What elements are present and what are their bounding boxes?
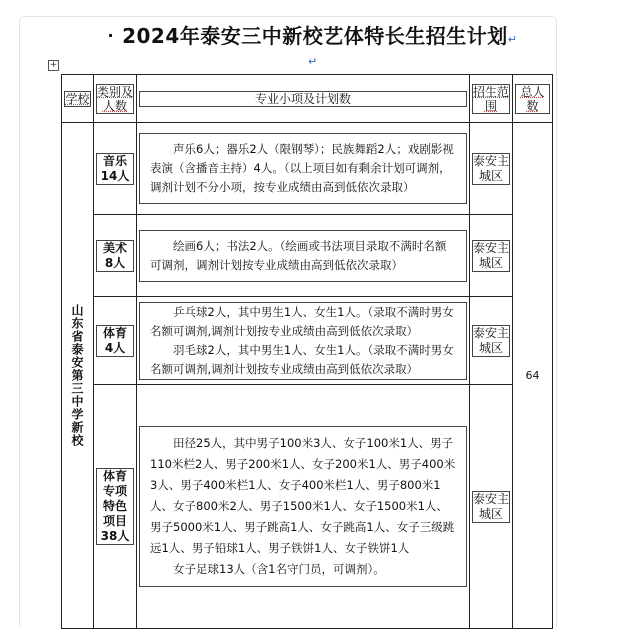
range-cell: 泰安主城区 [470, 297, 513, 385]
range-cell: 泰安主城区 [470, 215, 513, 297]
header-range: 招生范围 [470, 75, 513, 123]
detail-cell: 绘画6人；书法2人。（绘画或书法项目录取不满时名额可调剂，调剂计划按专业成绩由高到低依次录取） [137, 215, 470, 297]
detail-cell: 田径25人，其中男子100米3人、女子100米1人、男子110米栏2人、男子200米1人、女子200米1人、男子400米3人、男子400米栏1人、女子400米栏1人、男子800米1人、女子800米2人、男子1500米1人、女子1500米1人、男子5000米1人、男子跳高1人、女子跳高1人、女子三级跳远1人、男子铅球1人、男子铁饼1人、女子铁饼1人 女子足球13人（含1名守门员，可调剂）。 [137, 385, 470, 629]
title-text: 2024年泰安三中新校艺体特长生招生计划 [122, 24, 508, 48]
total-cell: 64 [513, 123, 553, 629]
range-cell: 泰安主城区 [470, 385, 513, 629]
table-row [62, 385, 553, 629]
header-total: 总人数 [513, 75, 553, 123]
detail-cell: 乒乓球2人，其中男生1人、女生1人。（录取不满时男女名额可调剂,调剂计划按专业成绩由高到低依次录取） 羽毛球2人，其中男生1人、女生1人。（录取不满时男女名额可调剂,调剂计划按专业成绩由高到低依次录取） [137, 297, 470, 385]
table-row [62, 297, 553, 385]
category-cell: 体育 4人 [94, 297, 137, 385]
table-row [62, 123, 553, 215]
category-cell: 体育专项特色项目 38人 [94, 385, 137, 629]
title-bullet: · [107, 26, 115, 45]
category-cell: 音乐 14人 [94, 123, 137, 215]
detail-cell: 声乐6人；器乐2人（限钢琴）；民族舞蹈2人；戏剧影视表演（含播音主持）4人。（以上项目如有剩余计划可调剂，调剂计划不分小项，按专业成绩由高到低依次录取） [137, 123, 470, 215]
table-move-handle-icon[interactable]: + [49, 60, 58, 70]
category-cell: 美术 8人 [94, 215, 137, 297]
range-cell: 泰安主城区 [470, 123, 513, 215]
header-school: 学校 [62, 75, 94, 123]
enrollment-table [61, 74, 553, 629]
school-cell: 山东省泰安第三中学新校 [62, 123, 94, 629]
paragraph-mark-icon: ↵ [507, 33, 518, 46]
paragraph-mark-icon: ↵ [308, 55, 318, 68]
header-row [62, 75, 553, 123]
header-details: 专业小项及计划数 [137, 75, 470, 123]
table-row [62, 215, 553, 297]
page-title [0, 20, 625, 49]
header-category: 类别及人数 [94, 75, 137, 123]
